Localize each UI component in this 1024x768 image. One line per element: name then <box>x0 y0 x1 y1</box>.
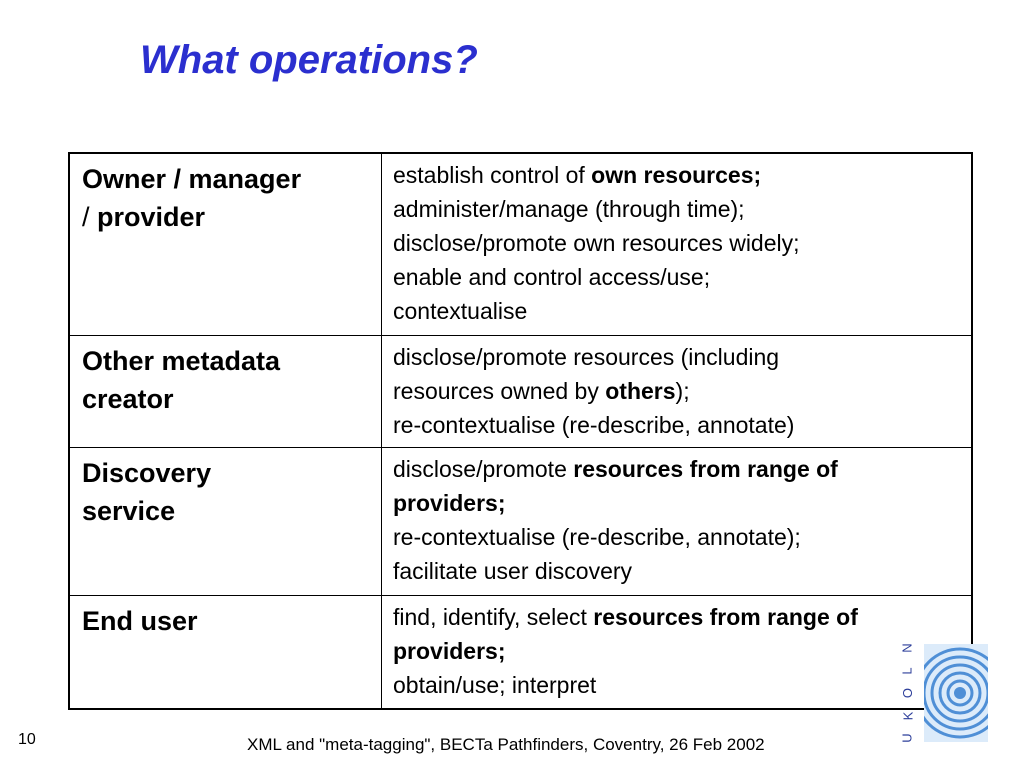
operation-text: re-contextualise (re-describe, annotate); <box>393 523 801 550</box>
logo-letter: U <box>899 733 915 743</box>
operation-text: disclose/promote resources (including <box>393 343 780 370</box>
operations-cell <box>382 335 973 447</box>
operation-emphasis: resources from range of <box>593 603 858 630</box>
operation-text: re-contextualise (re-describe, annotate) <box>393 411 795 438</box>
logo-letter: N <box>899 643 915 653</box>
operation-text: enable and control access/use; <box>393 264 711 290</box>
operation-text: establish control of <box>393 162 592 188</box>
page-number: 10 <box>18 731 36 748</box>
role-cell <box>69 447 382 595</box>
operation-text: facilitate user discovery <box>393 557 633 584</box>
operation-emphasis: own resources; <box>591 162 762 188</box>
operation-text: disclose/promote <box>393 455 574 482</box>
operation-emphasis: providers; <box>393 489 506 516</box>
operation-text: contextualise <box>393 298 528 324</box>
operation-emphasis: providers; <box>393 637 506 664</box>
operation-emphasis: resources from range of <box>573 455 838 482</box>
operation-text: obtain/use; interpret <box>393 671 597 698</box>
role-text: Owner / manager <box>82 164 302 194</box>
slide-title: What operations? <box>140 38 478 82</box>
role-cell <box>69 335 382 447</box>
operations-cell <box>382 595 973 709</box>
logo-letter: O <box>900 687 915 699</box>
operation-text: resources owned by <box>393 377 606 404</box>
operations-cell <box>382 447 973 595</box>
role-text: End user <box>82 605 198 636</box>
eye-rings-icon <box>924 644 988 742</box>
table-row <box>69 335 972 447</box>
role-text: creator <box>82 383 174 414</box>
logo-letter: K <box>899 711 915 720</box>
logo-letters <box>898 640 918 746</box>
operation-emphasis: others <box>605 377 676 404</box>
role-text: provider <box>97 202 206 232</box>
table-row <box>69 153 972 335</box>
operations-cell <box>382 153 973 335</box>
slide-footer: XML and "meta-tagging", BECTa Pathfinders, Coventry, 26 Feb 2002 <box>247 735 765 754</box>
ukoln-logo <box>898 640 994 746</box>
operations-table <box>68 152 973 710</box>
role-text: Other metadata <box>82 345 281 376</box>
operation-text: disclose/promote own resources widely; <box>393 230 800 256</box>
role-text: service <box>82 495 176 526</box>
role-cell <box>69 595 382 709</box>
role-text: Discovery <box>82 457 212 488</box>
operation-text: find, identify, select <box>393 603 594 630</box>
operation-text: administer/manage (through time); <box>393 196 745 222</box>
operation-text: ); <box>675 377 690 404</box>
logo-letter: L <box>899 666 915 675</box>
role-slash: / <box>82 202 98 232</box>
table-row <box>69 595 972 709</box>
table-row <box>69 447 972 595</box>
role-cell <box>69 153 382 335</box>
